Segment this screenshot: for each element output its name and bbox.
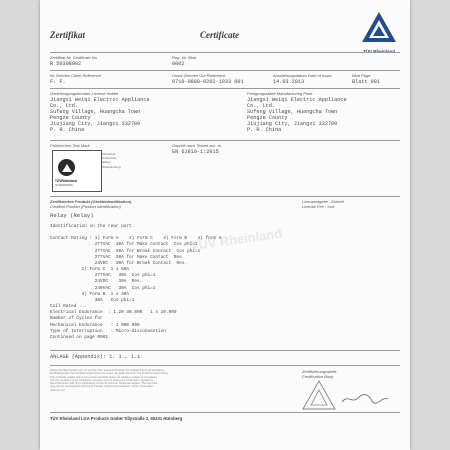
rule-3 xyxy=(50,88,400,89)
rule-5 xyxy=(50,196,400,197)
text-line: 277VAC 30A for Break Contact Cos phi=1 xyxy=(50,248,201,254)
text-line: Überwachung xyxy=(102,164,121,169)
text-line: Dieses Zertifikat bezieht sich nur auf das oben genannte Produkt. Die Gültigkeit setzt die Einhaltung xyxy=(50,369,165,372)
holder-address xyxy=(50,97,150,134)
standard-value: EN 61810-1:2015 xyxy=(172,149,219,155)
text-line: may only be used together with the ID number. Weitere Informationen / further information: xyxy=(50,385,154,389)
product-label: Zertifiziertes Produkt (Geräteidentifikation) xyxy=(50,199,132,204)
text-line: Pengze County xyxy=(247,115,288,122)
signature-stroke xyxy=(340,392,390,406)
company-line: TÜV Rheinland LGA Products GmbH Tillystraße 2, 90431 Nürnberg xyxy=(50,416,183,421)
product-specs xyxy=(50,224,221,341)
stamp-logo xyxy=(302,380,336,415)
text-line: Number of Cycles for xyxy=(50,316,103,322)
tuv-logo xyxy=(360,10,398,54)
text-line: Sufeng Village, Huangcha Town xyxy=(50,109,141,116)
our-ref-value: 0710-0888-8202-1033 001 xyxy=(172,79,244,85)
annex-text: ANLAGE (Appendix): 1. 1., 1.1 xyxy=(50,354,141,360)
reg-no-label: Reg.-Nr. Blatt xyxy=(172,55,197,60)
sign-label: Zertifizierungsstelle xyxy=(302,369,337,374)
product-label-en: Certified Product (Product Identification) xyxy=(50,204,121,209)
text-line: P. R. China xyxy=(247,127,282,134)
title-en: Certificate xyxy=(200,30,239,40)
license-fee-label: Lizenzentgelte - Einheit xyxy=(302,199,344,204)
text-line: Co., Ltd. xyxy=(50,103,79,110)
client-ref-value: F. F. xyxy=(50,79,66,85)
text-line: Production xyxy=(102,156,117,161)
text-line: 2) Form C 1 x 50A xyxy=(50,267,130,273)
test-mark-label: Prüfzeichen Test Mark xyxy=(50,143,90,148)
text-line: Continued on page 0001 xyxy=(50,334,108,340)
date-value: 14.03.2013 xyxy=(273,79,305,85)
text-line: Jiujiang City, Jiangxi 332700 xyxy=(247,121,338,128)
tuv-triangle-logo-icon xyxy=(360,10,398,44)
reg-no-value: 0002 xyxy=(172,61,185,67)
text-line: Type of Interruption : Micro-disconnection xyxy=(50,328,166,334)
text-line: Sicherheit xyxy=(102,152,116,156)
product-name: Relay (Relay) xyxy=(50,212,94,219)
sign-label-en: Certification Body xyxy=(302,374,334,379)
text-line: 277VAC 30A for Make Contact Res. xyxy=(50,254,185,260)
rule-7 xyxy=(50,365,400,366)
text-line: www.tuv.com xyxy=(50,388,66,392)
text-line: Safety xyxy=(102,160,111,165)
text-line: Pengze County xyxy=(50,115,91,122)
stamp-triangle-icon xyxy=(302,380,336,410)
badge-text: TÜVRheinland xyxy=(55,179,77,183)
signature xyxy=(340,392,390,411)
text-line: Jiangxi Weiqi Electric Appliance xyxy=(50,97,150,103)
page-value: Blatt 001 xyxy=(352,79,381,85)
our-ref-label: Unser Zeichen Our Reference xyxy=(172,73,226,78)
text-line: Identification on the rear part xyxy=(50,224,132,229)
holder-label: Genehmigungsinhaber License Holder xyxy=(50,91,119,96)
text-line: Electrical Endurance : 1.20 30.000 1 x 10.000 xyxy=(50,310,177,316)
rule-2 xyxy=(50,70,400,71)
rule-8 xyxy=(50,412,400,413)
watermark: TÜV Rheinland xyxy=(189,225,284,254)
text-line: Coil Rated ... xyxy=(50,304,87,310)
page-label: Blatt Page xyxy=(352,73,371,78)
text-line: 24VDC 30A Res. xyxy=(50,279,143,285)
text-line: with the conditions of the certification program and the testing and certification regulations. xyxy=(50,378,154,382)
rule-1 xyxy=(50,52,400,53)
rule-6 xyxy=(50,350,400,351)
text-line: Mechanical Endurance : 1 000 000 xyxy=(50,322,140,328)
mini-triangle-icon xyxy=(62,164,72,172)
cert-no-label: Zertifikat Nr. Certificate No. xyxy=(50,55,99,60)
date-label: Ausstellungsdatum Date of Issue xyxy=(273,73,332,78)
text-line: 277VAC 30A Cos phi=1 xyxy=(50,273,156,279)
title-de: Zertifikat xyxy=(50,30,85,40)
text-line: 24VDC 30A for Break Contact Res. xyxy=(50,260,188,266)
test-mark-badge xyxy=(52,150,102,192)
client-ref-label: Ihr Zeichen Client Reference xyxy=(50,73,101,78)
text-line: Co., Ltd. xyxy=(247,103,276,110)
text-line: This certificate relates only to the product specified above. Its validity is subject to compliance xyxy=(50,375,158,379)
text-line: 3) Form B 1 x 30A xyxy=(50,291,130,297)
rule-4 xyxy=(50,140,400,141)
badge-id: ID 0000000000 xyxy=(55,184,73,187)
plant-label: Fertigungsstätte Manufacturing Plant xyxy=(247,91,313,96)
brand-name: TÜV Rheinland xyxy=(362,49,395,54)
plant-address xyxy=(247,97,347,134)
text-line: 277VAC 30A for Make Contact Cos phi=1 xyxy=(50,242,198,248)
text-line: Das Prüfzeichen darf nur in Verbindung mit der ID-Nummer verwendet werden. The test mark xyxy=(50,382,158,386)
certificate-sheet xyxy=(40,0,410,450)
text-line: Contact Rating : 1) Form A 2) Form C 3) Form B 4) form A xyxy=(50,236,222,242)
text-line: Sufeng Village, Huangcha Town xyxy=(247,109,338,116)
tested-acc-label: Geprüft nach Tested acc. to xyxy=(172,143,221,148)
text-line: der Bedingungen des Zertifizierungsprogramms voraus. Es gelten die Prüf- und Zertifizierungsordnung. xyxy=(50,372,169,376)
license-fee-label-en: License Fee - Unit xyxy=(302,204,335,209)
footer-fine-print xyxy=(50,369,168,392)
cert-no-value: R 50308002 xyxy=(50,61,82,67)
text-line: P. R. China xyxy=(50,127,85,134)
text-line: Jiujiang City, Jiangxi 332700 xyxy=(50,121,141,128)
text-line: Jiangxi Weiqi Electric Appliance xyxy=(247,97,347,103)
text-line: 240VAC 30A Cos phi=1 xyxy=(50,285,156,291)
text-line: 30A Cos phi=1 xyxy=(50,297,135,303)
test-mark-side-text xyxy=(102,152,121,169)
